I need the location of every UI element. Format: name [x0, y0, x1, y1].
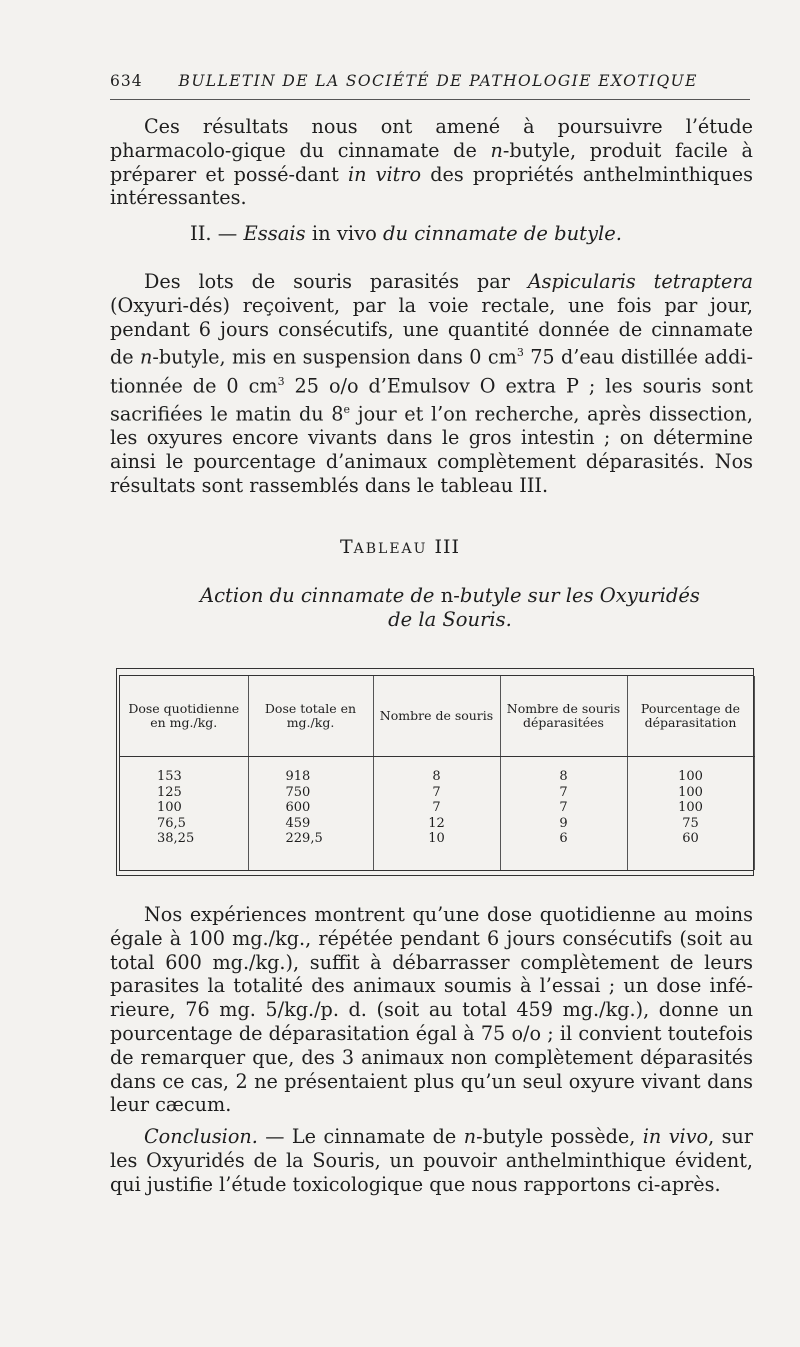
table-cell: 76,5 — [157, 815, 186, 831]
running-header — [110, 72, 750, 90]
table-cell: 75 — [682, 815, 699, 831]
page-number: 634 — [110, 72, 143, 90]
header-pourcentage: Pourcentage de déparasitation — [627, 676, 754, 757]
table-cell: 7 — [559, 800, 568, 815]
table-cell: 60 — [682, 831, 699, 846]
table-cell: 7 — [432, 784, 441, 800]
table-cell: 100 — [678, 784, 703, 800]
table-cell: 100 — [157, 800, 182, 815]
column-dose-quotidienne — [120, 757, 248, 871]
method-paragraph: Des lots de souris parasités par Aspicularis tetraptera (Oxyuri-dés) reçoivent, par la voie rectale, une fois par jour, pendant 6 jours consécutifs, une quantité donnée de cinnamate de n-butyle, mis en suspension dans 0 $cm^3$ 75 d’eau distillée addi-tionnée de 0 $cm^3$ 25 o/o d’Emulsov O extra P ; les souris sont sacrifiées le matin du 8e jour et l’on recherche, après dissection, les oxyures encore vivants dans le gros intestin ; on détermine ainsi le pourcentage d’animaux complètement déparasités. Nos résultats sont rassemblés dans le tableau III. — [110, 270, 754, 497]
header-dose-totale: Dose totale en mg./kg. — [248, 676, 373, 757]
column-dose-totale — [248, 757, 373, 871]
table-cell: 12 — [428, 815, 445, 831]
table-body-row — [120, 757, 754, 871]
data-table — [120, 676, 755, 870]
table-cell: 750 — [285, 784, 311, 800]
table-title: TABLEAU III — [339, 536, 461, 558]
column-nombre-souris — [373, 757, 500, 871]
table-cell: 125 — [157, 784, 182, 800]
header-rule — [110, 99, 750, 100]
column-pourcentage — [627, 757, 754, 871]
table-cell: 8 — [432, 769, 441, 784]
table-header-row — [120, 676, 754, 757]
table-cell: 459 — [285, 815, 311, 831]
table-cell: 100 — [678, 800, 703, 815]
table-cell: 100 — [678, 769, 703, 784]
header-souris-deparasitees: Nombre de souris déparasitées — [500, 676, 627, 757]
table-cell: 7 — [559, 784, 568, 800]
table-cell: 10 — [428, 831, 445, 846]
table-caption: Action du cinnamate de n-butyle sur les Oxyuridés de la Souris. — [200, 584, 700, 631]
data-table-frame — [116, 668, 754, 876]
table-cell: 9 — [559, 815, 568, 831]
table-cell: 153 — [157, 769, 182, 784]
conclusion-paragraph: Conclusion. — Le cinnamate de n-butyle possède, in vivo, sur les Oxyuridés de la Souris, un pouvoir anthelminthique évident, qui justifie l’étude toxicologique que nous rapportons ci-après. — [110, 1125, 754, 1196]
table-cell: 600 — [285, 800, 311, 815]
table-cell: 8 — [559, 769, 568, 784]
header-nombre-souris: Nombre de souris — [373, 676, 500, 757]
results-paragraph: Nos expériences montrent qu’une dose quotidienne au moins égale à 100 mg./kg., répétée pendant 6 jours consécutifs (soit au total 600 mg./kg.), suffit à débarrasser complètement de leurs parasites la totalité des animaux soumis à l’essai ; un dose infé-rieure, 76 mg. 5/kg./p. d. (soit au total 459 mg./kg.), donne un pourcentage de déparasitation égal à 75 o/o ; il convient toutefois de remarquer que, des 3 animaux non complètement déparasités dans ce cas, 2 ne présentaient plus qu’un seul oxyure vivant dans leur cæcum. — [110, 903, 753, 1117]
journal-title: BULLETIN DE LA SOCIÉTÉ DE PATHOLOGIE EXOTIQUE — [178, 72, 698, 90]
intro-paragraph: Ces résultats nous ont amené à poursuivre l’étude pharmacolo-gique du cinnamate de n-butyle, produit facile à préparer et possé-dant in vitro des propriétés anthelminthiques intéressantes. — [110, 115, 753, 210]
table-cell: 38,25 — [157, 831, 195, 846]
section-heading: II. — Essais in vivo du cinnamate de butyle. — [190, 222, 622, 245]
table-cell: 7 — [432, 800, 441, 815]
table-cell: 918 — [285, 769, 311, 784]
column-souris-deparasitees — [500, 757, 627, 871]
table-cell: 6 — [559, 831, 568, 846]
header-dose-quotidienne: Dose quotidienne en mg./kg. — [120, 676, 248, 757]
table-cell: 229,5 — [285, 831, 323, 846]
